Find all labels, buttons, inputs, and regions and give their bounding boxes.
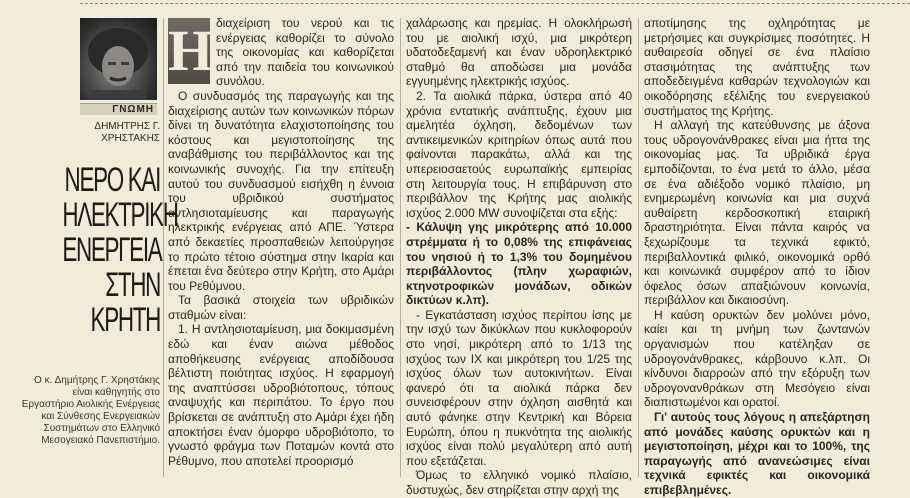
column-divider <box>638 18 639 477</box>
article-column-2 <box>406 16 632 497</box>
author-photo <box>80 18 157 100</box>
column-divider <box>400 18 401 477</box>
headline: ΝΕΡΟ ΚΑΙ ΗΛΕΚΤΡΙΚΗ ΕΝΕΡΓΕΙΑ ΣΤΗΝ ΚΡΗΤΗ <box>62 161 178 339</box>
drop-cap: Η <box>168 18 214 83</box>
article-paragraph: χαλάρωσης και ηρεμίας. Η ολοκλήρωσή του με αιολική ισχύ, μια μικρότερη υδατοδεξαμενή και έναν υδροηλεκτρικό σταθμό θα αποδώσει μια μονάδα εγγυημένης ηλεκτρικής ισχύος. <box>406 16 632 89</box>
article-paragraph: Ο συνδυασμός της παραγωγής και της διαχείρισης αυτών των κοινωνικών πόρων δίνει τη δυνατότητα ελαχιστοποίησης του κόστους και μεγιστοποίησης της αναβάθμισης του περιβάλλοντος και της κοινωνικής συνοχής. Για την επίτευξη αυτού του συνδυασμού εισήχθη η έννοια του υβριδικού συστήματος αντλησιοταμίευσης και παραγωγής ηλεκτρικής ενέργειας από ΑΠΕ. Ύστερα από δεκαετίες προσπαθειών λειτούργησε το πρώτο τέτοιο σύστημα στην Ικαρία και έπεται ένα δεύτερο στην Κρήτη, στο Αμάρι του Ρεθύμνου. <box>168 88 394 293</box>
column-divider <box>163 18 164 477</box>
article-paragraph: Τα βασικά στοιχεία των υβριδικών σταθμών είναι: <box>168 293 394 322</box>
article-column-1 <box>168 16 394 481</box>
article-column-3 <box>644 16 870 497</box>
article-paragraph: Όμως το ελληνικό νομικό πλαίσιο, δυστυχώς, δεν στηρίζεται στην αρχή της <box>406 468 632 497</box>
article-paragraph: Η καύση ορυκτών δεν μολύνει μόνο, καίει και τη μνήμη των ζωντανών οργανισμών που κατέληξαν σε υδρογονάνθρακες, κάρβουνο κ.λπ. Οι κίνδυνοι διαρροών από την εξόρυξη των υδρογονανθράκων στη Μεσόγειο είναι διαπιστωμένοι και ορατοί. <box>644 307 870 410</box>
column-tag: ΓΝΩΜΗ <box>80 103 157 115</box>
article-paragraph: Γι' αυτούς τους λόγους η απεξάρτηση από μονάδες καύσης ορυκτών και η μεγιστοποίηση, μέχρι και το 100%, της παραγωγής από ανανεώσιμες είναι τεχνικά εφικτές και οικονομικά επιβεβλημένες. <box>644 410 870 497</box>
article-bullet: - Κάλυψη γης μικρότερης από 10.000 στρέμματα ή το 0,08% της επιφάνειας του νησιού ή το 1,3% του δομημένου περιβάλλοντος (πλην χωραφιών, κτηνοτροφικών μονάδων, οδικών δικτύων κ.λπ). <box>406 220 632 308</box>
article-paragraph: 1. Η αντλησιοταμίευση, μια δοκιμασμένη εδώ και έναν αιώνα μέθοδος αποθήκευσης ενέργειας αποδίδουσα βέλτιστη ποιότητας ισχύος. Η εφαρμογή της αναπτύσσει υδροβιότοπους, τόπους αναψυχής και περιπάτου. Το έργο που βρίσκεται σε ανάπτυξη στο Αμάρι έχει ήδη αποκτήσει έναν όμορφο υδροβιότοπο, το γνωστό φράγμα των Ποταμών κοντά στο Ρέθυμνο, που αποτελεί προορισμό <box>168 322 394 468</box>
author-portrait-image <box>80 18 157 100</box>
article-paragraph: διαχείριση του νερού και τις ενέργειας καθορίζει το σύνολο της οικονομίας και καθορίζεται από την παιδεία του κοινωνικού συνόλου. <box>216 16 394 89</box>
author-name: ΔΗΜΗΤΡΗΣ Γ. ΧΡΗΣΤΑΚΗΣ <box>94 121 160 144</box>
article-paragraph: αποτίμησης της οχληρότητας με μετρήσιμες και συγκρίσιμες ποσότητες. Η αυθαιρεσία οδηγεί σε ένα πλαίσιο στασιμότητας της ανάπτυξης των αποδεδειγμένα καθαρών τεχνολογιών και οικοδόρησης εξέλιξης του ενεργειακού συστήματος της Κρήτης. <box>644 16 870 118</box>
article-paragraph: 2. Τα αιολικά πάρκα, ύστερα από 40 χρόνια εντατικής ανάπτυξης, έχουν μια αμελητέα όχληση, δεδομένων των αντικειμενικών κριτηρίων όπως αυτά που φαίνονται παρακάτω, αλλά και της υπερειοσαετούς ευρωπαϊκής εμπειρίας στη λειτουργία τους. Η επιβάρυνση στο περιβάλλον της Κρήτης μας αιολικής ισχύος 2.000 MW συνοψίζεται στα εξής: <box>406 88 632 220</box>
author-bio: Ο κ. Δημήτρης Γ. Χρηστάκης είναι καθηγητής στο Εργαστήριο Αιολικής Ενέργειας και Σύνθεσης Ενεργειακών Συστημάτων στο Ελληνικό Μεσογειακό Πανεπιστήμιο. <box>21 375 160 446</box>
article-paragraph: Η αλλαγή της κατεύθυνσης με άξονα τους υδρογονάνθρακες είναι μια ήττα της οικονομίας μας. Τα υβριδικά έργα εμποδίζονται, το ένα μετά το άλλο, μέσα σε ένα αδιέξοδο νομικό πλαίσιο, μη ενημερωμένη κοινωνία και μια συχνά αυθαίρετη κερδοσκοπική εταιρική δραστηριότητα. Είναι πάντα καιρός να ξεχωρίζουμε τα τεχνικά εφικτό, περιβαλλοντικά φιλικό, οικονομικά ορθό και κοινωνικά συμφέρον από το ίδιον όφελος όσων απαξιώνουν κοινωνία, περιβάλλον και δικαιοσύνη. <box>644 118 870 308</box>
top-rule <box>80 3 910 4</box>
article-paragraph: - Εγκατάσταση ισχύος περίπου ίσης με την ισχύ των δικύκλων που κυκλοφορούν στο νησί, μικρότερη από το 1/13 της ισχύος των ΙΧ και μικρότερη του 1/25 της ισχύος όλων των αυτοκινήτων. Είναι φανερό ότι τα αιολικά πάρκα δεν συνεισφέρουν στην όχληση αισθητά και αυτό φάνηκε στην Κεντρική και Βόρεια Ευρώπη, όπου η πυκνότητα της αιολικής ισχύος είναι πολύ μεγαλύτερη από αυτή που εξετάζεται. <box>406 307 632 468</box>
